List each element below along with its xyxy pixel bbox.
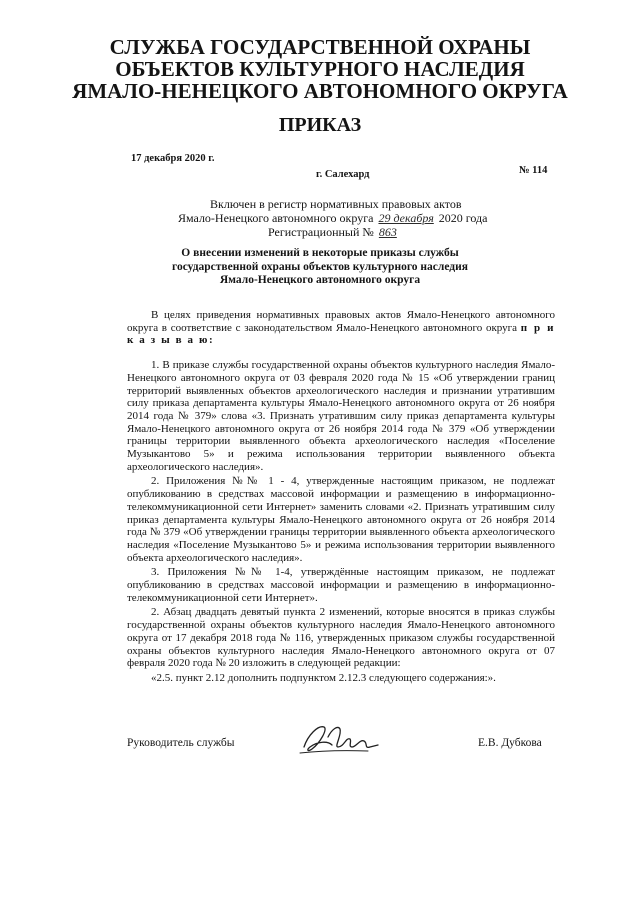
body-paragraph-3: 3. Приложения №№ 1-4, утверждённые настоящим приказом, не подлежат опубликованию в средствах массовой информации и размещению в информационно-телекоммуникационной сети Интернет». (127, 566, 555, 604)
body-paragraph-5: «2.5. пункт 2.12 дополнить подпунктом 2.12.3 следующего содержания:». (151, 671, 496, 684)
body-paragraph-1: 1. В приказе службы государственной охраны объектов культурного наследия Ямало-Ненецкого автономного округа от 03 февраля 2020 года № 15 «Об утверждении границ территорий выявленных объектов археологического наследия и признании утратившим силу приказа департамента культуры Ямало-Ненецкого автономного округа от 26 ноября 2014 года № 379» слова «3. Признать утратившим силу приказ департамента культуры Ямало-Ненецкого автономного округа от 26 ноября 2014 года № 379 «Об утверждении границы территории выявленного объекта археологического наследия «Поселение Музыкантово 5» и режима использования территории выявленного объекта археологического наследия». (127, 359, 555, 473)
document-date: 17 декабря 2020 г. (131, 153, 215, 164)
body-paragraph-2: 2. Приложения №№ 1 - 4, утвержденные настоящим приказом, не подлежат опубликованию в средствах массовой информации и размещению в информационно-телекоммуникационной сети Интернет» заменить словами «2. Признать утратившим силу приказ департамента культуры Ямало-Ненецкого автономного округа от 26 ноября 2014 года № 379 «Об утверждении границы территории выявленного объекта археологического наследия «Поселение Музыкантово 5» и режима использования территории выявленного объекта археологического наследия». (127, 475, 555, 564)
registry-number-label: Регистрационный № (268, 225, 374, 239)
header-line-2: ОБЪЕКТОВ КУЛЬТУРНОГО НАСЛЕДИЯ (115, 57, 525, 81)
document-city: г. Салехард (316, 169, 370, 180)
document-subject (120, 247, 520, 288)
subject-line-2: государственной охраны объектов культурного наследия (172, 260, 468, 273)
subject-line-1: О внесении изменений в некоторые приказы службы (181, 247, 459, 259)
registry-line-1: Включен в регистр нормативных правовых актов (210, 197, 462, 211)
signature-role: Руководитель службы (127, 737, 235, 749)
registry-line-2 (178, 211, 488, 226)
registry-line-3 (268, 225, 399, 240)
intro-text: В целях приведения нормативных правовых актов Ямало-Ненецкого автономного округа в соответствие с законодательством Ямало-Ненецкого автономного округа (127, 309, 555, 334)
document-number: № 114 (519, 165, 548, 176)
header-line-3: ЯМАЛО-НЕНЕЦКОГО АВТОНОМНОГО ОКРУГА (72, 79, 568, 103)
registry-date-handwritten: 29 декабря (378, 211, 434, 225)
handwritten-signature-icon (298, 717, 380, 761)
header-line-1: СЛУЖБА ГОСУДАРСТВЕННОЙ ОХРАНЫ (109, 35, 531, 59)
document-body (127, 309, 555, 687)
signatory-name: Е.В. Дубкова (478, 737, 542, 749)
order-keyword: п р и к а з ы в а ю: (127, 321, 556, 347)
registry-year: 2020 года (438, 211, 488, 225)
subject-line-3: Ямало-Ненецкого автономного округа (219, 274, 421, 286)
registry-number-handwritten: 863 (378, 225, 397, 239)
body-intro (127, 309, 555, 347)
registry-region: Ямало-Ненецкого автономного округа (178, 211, 374, 225)
document-type-title: ПРИКАЗ (278, 114, 362, 136)
body-paragraph-4: 2. Абзац двадцать девятый пункта 2 изменений, которые вносятся в приказ службы государственной охраны объектов культурного наследия Ямало-Ненецкого автономного округа от 17 декабря 2018 года № 116, утвержденных приказом службы государственной охраны объектов культурного наследия Ямало-Ненецкого автономного округа от 07 февраля 2020 года № 20 изложить в следующей редакции: (127, 606, 555, 670)
